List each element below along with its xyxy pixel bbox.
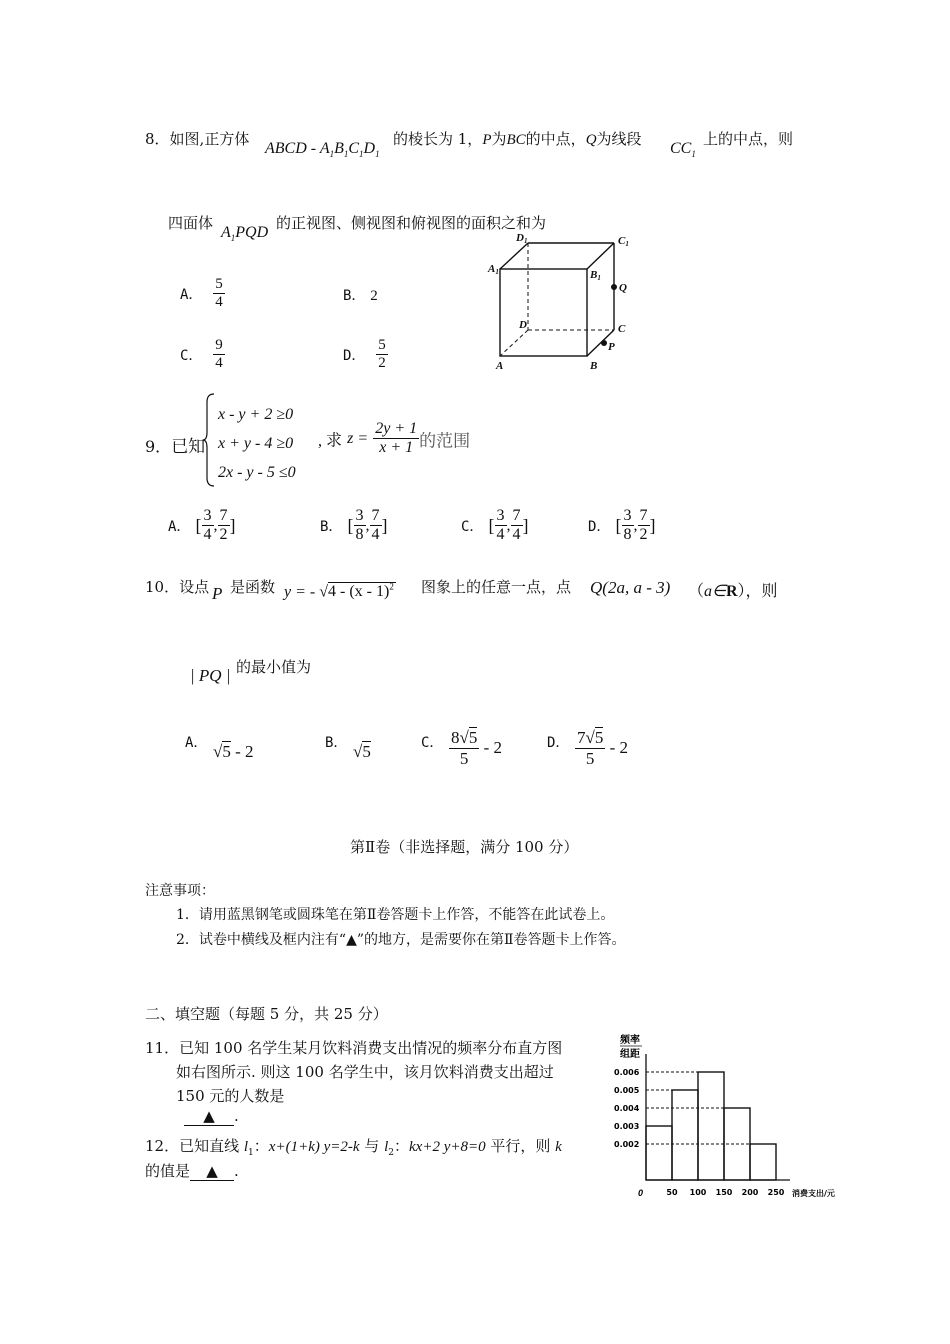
q10-option-c-value: $\frac{8√5}{5}$ - 2 (451, 728, 503, 768)
q10-option-b-value: √5 (353, 742, 371, 761)
q8-line2: 四面体 (168, 214, 214, 232)
label-a1: A1 (488, 263, 499, 276)
x-tick-label: 100 (689, 1188, 707, 1197)
label-p: P (608, 341, 615, 353)
notice-2: 2．试卷中横线及框内注有“▲”的地方，是需要你在第Ⅱ卷答题卡上作答。 (176, 932, 626, 948)
histogram-bar (672, 1090, 698, 1180)
y-tick-label: 0.004 (614, 1104, 640, 1113)
q8-option-b[interactable]: B． 2 (343, 288, 378, 304)
cube-hidden-edge (500, 330, 528, 356)
x-tick-label: 50 (666, 1188, 678, 1197)
notice-1: 1．请用蓝黑钢笔或圆珠笔在第Ⅱ卷答题卡上作答，不能答在此试卷上。 (176, 907, 615, 923)
cube-edge (587, 243, 614, 269)
label-q: Q (619, 282, 627, 294)
histogram-chart (612, 1030, 852, 1210)
y-tick-label: 0.005 (614, 1086, 640, 1095)
x-tick-label: 250 (767, 1188, 785, 1197)
y-label-bottom: 组距 (620, 1049, 640, 1060)
q10-p: P (212, 584, 223, 603)
cube-figure (486, 232, 636, 377)
cube-front-face (500, 269, 587, 356)
fraction: $\frac{5}{4}$ (215, 276, 223, 311)
y-tick-label: 0.006 (614, 1068, 640, 1077)
objective-fraction: $\frac{2y + 1}{x + 1}$ (375, 420, 418, 457)
fraction: $\frac{5}{2}$ (378, 337, 386, 372)
q10-function: y = - √4 - (x - 1)$^2$ (284, 582, 394, 601)
q9-option-c[interactable]: C． [ $\frac{3}{4}$ , $\frac{7}{4}$ ] (461, 507, 529, 544)
q9-option-d[interactable]: D． [ $\frac{3}{8}$ , $\frac{7}{2}$ ] (588, 507, 656, 544)
y-tick-label: 0.003 (614, 1122, 640, 1131)
histogram-bar (646, 1126, 672, 1180)
y-label-top: 频率 (620, 1035, 640, 1046)
q12-line1: 12．已知直线 $l_1$：x+(1+k) y=2-k 与 $l_2$：kx+2 y+8=0 平行，则 k (145, 1137, 562, 1158)
q8-cc1: $CC_1$ (670, 140, 696, 160)
q10-condition: （a∈R），则 (688, 581, 778, 600)
q8-tetra: $A_1PQD$ (221, 224, 269, 244)
label-d1: D1 (516, 232, 528, 245)
histogram-bar (750, 1144, 776, 1180)
q8-line1-end: 上的中点，则 (703, 130, 794, 148)
constraint-1: x - y + 2 ≥0 (218, 406, 294, 423)
q8-line1-rest: 的棱长为 1，P为BC的中点，Q为线段 (393, 130, 642, 148)
q8-option-d[interactable]: D． $\frac{5}{2}$ (343, 337, 386, 372)
label-b: B (590, 360, 598, 372)
sqrt-icon: √ (319, 583, 329, 601)
q8-option-a[interactable]: A． $\frac{5}{4}$ (180, 276, 223, 311)
origin-label: 0 (638, 1188, 644, 1198)
q11-line2: 如右图所示. 则这 100 名学生中，该月饮料消费支出超过 (176, 1063, 554, 1081)
y-tick-label: 0.002 (614, 1140, 640, 1149)
label-b1: B1 (590, 269, 601, 282)
sqrt-icon: √ (459, 728, 469, 747)
label-c1: C1 (618, 235, 629, 248)
point-p (601, 340, 607, 346)
q12-line2[interactable]: 的值是 ▲ . (145, 1162, 239, 1180)
q10-pq: | PQ | (190, 666, 231, 685)
sqrt-icon: √ (353, 742, 363, 761)
q10-option-a[interactable]: A． (185, 735, 208, 751)
q10-option-d-value: $\frac{7√5}{5}$ - 2 (577, 728, 629, 768)
x-tick-label: 200 (741, 1188, 759, 1197)
q10-line2: 的最小值为 (236, 658, 312, 676)
brace-icon (203, 392, 215, 488)
q9-option-b[interactable]: B． [ $\frac{3}{8}$ , $\frac{7}{4}$ ] (320, 507, 388, 544)
q10-option-a-value: √5 - 2 (213, 742, 254, 761)
q9-brace (203, 392, 215, 488)
q8-line1 (145, 128, 249, 149)
label-a: A (496, 360, 504, 372)
x-tick-label: 150 (715, 1188, 733, 1197)
section2-title: 二、填空题（每题 5 分，共 25 分） (145, 1005, 388, 1023)
q10-func-text: 是函数 (230, 578, 276, 596)
q10-option-d[interactable]: D． (547, 735, 570, 751)
part2-title: 第Ⅱ卷（非选择题，满分 100 分） (350, 838, 579, 856)
q11-line1: 11．已知 100 名学生某月饮料消费支出情况的频率分布直方图 (145, 1039, 563, 1057)
label-d: D (519, 319, 527, 331)
q9-prefix: 9．已知 (145, 437, 206, 457)
q9-option-a[interactable]: A． [ $\frac{3}{4}$ , $\frac{7}{2}$ ] (168, 507, 236, 544)
label-c: C (618, 323, 626, 335)
fraction: $\frac{9}{4}$ (215, 337, 223, 372)
q10-line1: 10．设点 (145, 578, 210, 596)
q9-constraints (218, 400, 296, 487)
q11-blank[interactable]: ▲ . (184, 1107, 239, 1126)
q10-option-c[interactable]: C． (421, 735, 444, 751)
q9-objective: , 求 z = $\frac{2y + 1}{x + 1}$ 的范围 (318, 420, 471, 457)
histogram-bar (698, 1072, 724, 1180)
q11-line3: 150 元的人数是 (176, 1087, 285, 1105)
constraint-3: 2x - y - 5 ≤0 (218, 464, 296, 481)
notice-title: 注意事项： (145, 883, 215, 899)
constraint-2: x + y - 4 ≥0 (218, 435, 294, 452)
sqrt-icon: √ (585, 728, 595, 747)
x-axis-label: 消费支出/元 (792, 1189, 835, 1198)
cube-edge (500, 243, 528, 269)
q10-line1-rest: 图象上的任意一点，点 (421, 578, 572, 596)
point-q (611, 284, 617, 290)
q8-number: 8． (145, 130, 170, 148)
q8-option-c[interactable]: C． $\frac{9}{4}$ (180, 337, 223, 372)
q10-option-b[interactable]: B． (325, 735, 348, 751)
q8-text-a: 如图,正方体 (169, 130, 250, 148)
q8-line2-rest: 的正视图、侧视图和俯视图的面积之和为 (276, 214, 547, 232)
sqrt-icon: √ (213, 742, 223, 761)
q10-q-point: Q(2a, a - 3) (590, 578, 671, 597)
q8-cube-name: ABCD - $A_1B_1C_1D_1$ (265, 140, 380, 160)
